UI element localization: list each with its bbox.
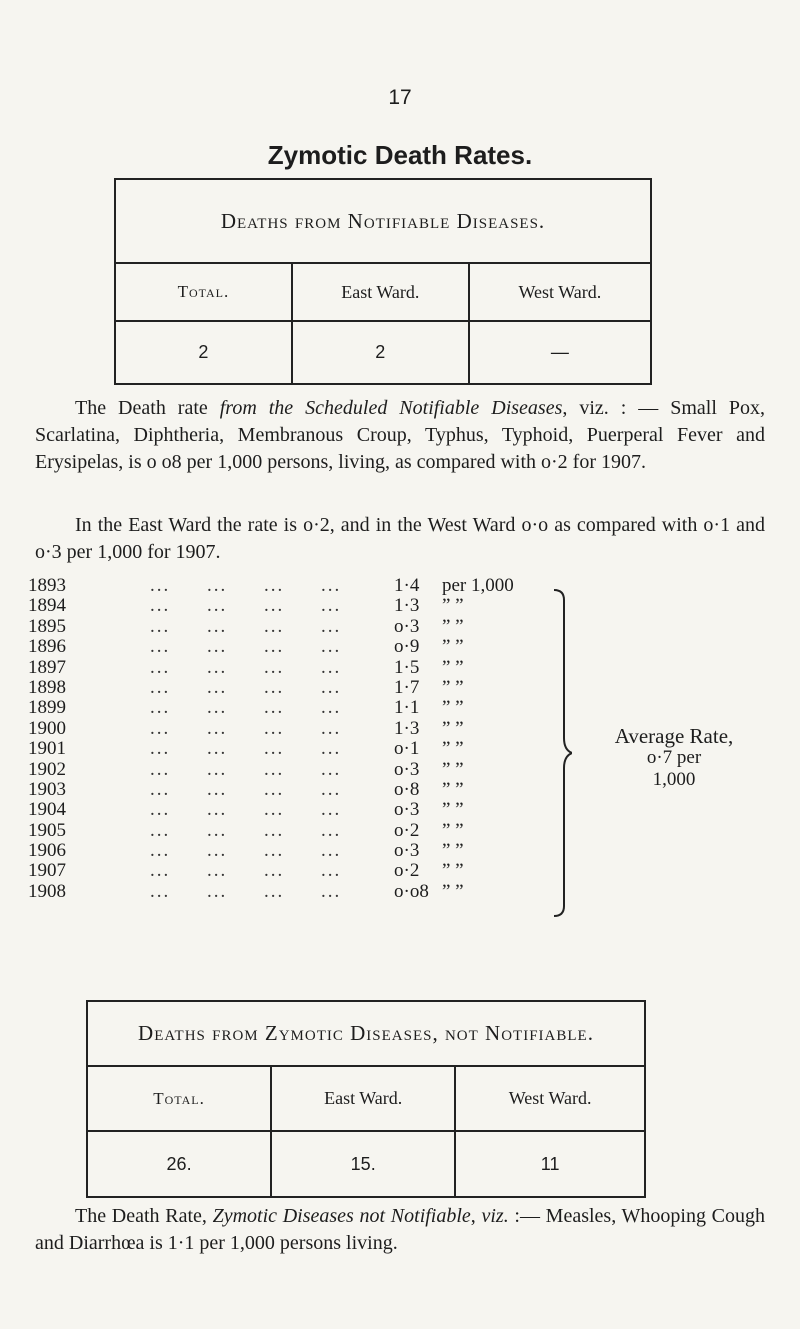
rate-value: 1·1: [394, 697, 420, 719]
leader-dots: ... ... ... ...: [150, 697, 342, 719]
column-header-west-ward: West Ward.: [469, 263, 651, 321]
leader-dots: ... ... ... ...: [150, 717, 342, 739]
rate-unit: ” ”: [442, 758, 464, 780]
rate-unit: ” ”: [442, 595, 464, 617]
column-header-total: Total.: [87, 1066, 271, 1131]
rate-value: o·2: [394, 819, 420, 841]
rate-year: 1907: [28, 860, 66, 882]
rate-year: 1900: [28, 717, 66, 739]
rate-value: o·o8: [394, 880, 429, 902]
rate-value: 1·3: [394, 717, 420, 739]
column-header-west-ward: West Ward.: [455, 1066, 645, 1131]
cell-east-ward: 2: [292, 321, 469, 384]
average-unit: 1,000: [652, 769, 696, 790]
cell-total: 26.: [87, 1131, 271, 1197]
text: , viz. : — Small Pox, Scarlatina, Diphtheria, Membranous Croup, Typhus, Typhoid, Puerperal Fever and Erysipelas, is o o8 per 1,000 persons, living, as compared with o·2 for 1907.: [35, 397, 765, 473]
rate-row: [28, 576, 568, 596]
rate-value: o·3: [394, 799, 420, 821]
rate-year: 1895: [28, 615, 66, 637]
leader-dots: ... ... ... ...: [150, 758, 342, 780]
rate-year: 1897: [28, 656, 66, 678]
leader-dots: ... ... ... ...: [150, 778, 342, 800]
average-label: Average Rate,: [614, 724, 734, 748]
rate-value: 1·7: [394, 676, 420, 698]
rate-row: [28, 861, 568, 881]
rate-value: 1·4: [394, 575, 420, 596]
rate-year: 1902: [28, 758, 66, 780]
leader-dots: ... ... ... ...: [150, 676, 342, 698]
column-header-east-ward: East Ward.: [292, 263, 469, 321]
rate-unit: ” ”: [442, 880, 464, 902]
rate-row: [28, 841, 568, 861]
table-caption: Deaths from Notifiable Diseases.: [115, 179, 651, 263]
rate-row: [28, 780, 568, 800]
rate-row: [28, 617, 568, 637]
leader-dots: ... ... ... ...: [150, 575, 342, 596]
page-title: Zymotic Death Rates.: [267, 140, 533, 170]
rate-unit: ” ”: [442, 860, 464, 882]
leader-dots: ... ... ... ...: [150, 880, 342, 902]
rate-unit: ” ”: [442, 840, 464, 862]
rate-row: [28, 760, 568, 780]
text: :— Measles, Whooping Cough and Diarrhœa is 1·1 per 1,000 persons living.: [35, 1205, 766, 1254]
rate-unit: ” ”: [442, 615, 464, 637]
average-rate-note: [574, 725, 774, 791]
table-caption: Deaths from Zymotic Diseases, not Notifiable.: [87, 1001, 645, 1066]
rate-year: 1896: [28, 636, 66, 658]
rate-value: o·2: [394, 860, 420, 882]
rate-year: 1905: [28, 819, 66, 841]
cell-total: 2: [115, 321, 292, 384]
rate-value: o·8: [394, 778, 420, 800]
rate-year: 1899: [28, 697, 66, 719]
rate-row: [28, 739, 568, 759]
rate-unit: ” ”: [442, 636, 464, 658]
column-header-east-ward: East Ward.: [271, 1066, 455, 1131]
leader-dots: ... ... ... ...: [150, 819, 342, 841]
rate-year: 1894: [28, 595, 66, 617]
rate-row: [28, 800, 568, 820]
rate-value: o·3: [394, 840, 420, 862]
rate-unit: ” ”: [442, 697, 464, 719]
rate-year: 1904: [28, 799, 66, 821]
italic-text: viz.: [481, 1205, 509, 1227]
italic-text: Notifiable: [390, 1205, 471, 1227]
leader-dots: ... ... ... ...: [150, 595, 342, 617]
leader-dots: ... ... ... ...: [150, 840, 342, 862]
paragraph-not-notifiable-rate: The Death Rate, Zymotic Diseases not Notifiable, viz. :— Measles, Whooping Cough and Diarrhœa is 1·1 per 1,000 persons living.: [35, 1205, 766, 1254]
rate-unit: ” ”: [442, 656, 464, 678]
rate-value: 1·3: [394, 595, 420, 617]
rate-year: 1903: [28, 778, 66, 800]
rate-value: o·3: [394, 615, 420, 637]
rate-row: [28, 637, 568, 657]
rate-year: 1898: [28, 676, 66, 698]
rate-unit: ” ”: [442, 717, 464, 739]
rate-row: [28, 678, 568, 698]
page-number: 17: [388, 86, 412, 109]
italic-text: from the Scheduled Notifiable Diseases: [219, 397, 563, 419]
cell-west-ward: 11: [455, 1131, 645, 1197]
average-value: o·7 per: [646, 747, 702, 768]
rate-row: [28, 719, 568, 739]
paragraph-notifiable-rate: [35, 395, 765, 476]
cell-west-ward: —: [469, 321, 651, 384]
rate-unit: ” ”: [442, 676, 464, 698]
rate-value: o·9: [394, 636, 420, 658]
italic-text: Zymotic Diseases: [212, 1205, 354, 1227]
rate-unit: ” ”: [442, 819, 464, 841]
leader-dots: ... ... ... ...: [150, 860, 342, 882]
rate-row: [28, 698, 568, 718]
rate-row: [28, 882, 568, 902]
zymotic-not-notifiable-table: [86, 1000, 646, 1198]
leader-dots: ... ... ... ...: [150, 615, 342, 637]
rate-unit: ” ”: [442, 738, 464, 760]
rate-year: 1908: [28, 880, 66, 902]
leader-dots: ... ... ... ...: [150, 656, 342, 678]
curly-brace: [552, 588, 572, 918]
text: The Death rate: [75, 397, 220, 419]
paragraph-ward-rates: In the East Ward the rate is o·2, and in the West Ward o·o as compared with o·1 and o·3 per 1,000 for 1907.: [35, 514, 765, 563]
rate-value: o·1: [394, 738, 420, 760]
column-header-total: Total.: [115, 263, 292, 321]
notifiable-diseases-table: [114, 178, 652, 385]
cell-east-ward: 15.: [271, 1131, 455, 1197]
rate-unit: ” ”: [442, 778, 464, 800]
rate-list: [28, 576, 568, 902]
text: The Death Rate,: [75, 1205, 213, 1227]
rate-unit: per 1,000: [442, 575, 514, 596]
leader-dots: ... ... ... ...: [150, 738, 342, 760]
rate-row: [28, 596, 568, 616]
rate-value: o·3: [394, 758, 420, 780]
rate-value: 1·5: [394, 656, 420, 678]
rate-year: 1906: [28, 840, 66, 862]
rate-unit: ” ”: [442, 799, 464, 821]
rate-row: [28, 821, 568, 841]
italic-text: not: [359, 1205, 386, 1227]
rate-year: 1901: [28, 738, 66, 760]
leader-dots: ... ... ... ...: [150, 799, 342, 821]
leader-dots: ... ... ... ...: [150, 636, 342, 658]
rate-row: [28, 658, 568, 678]
rate-year: 1893: [28, 575, 66, 596]
